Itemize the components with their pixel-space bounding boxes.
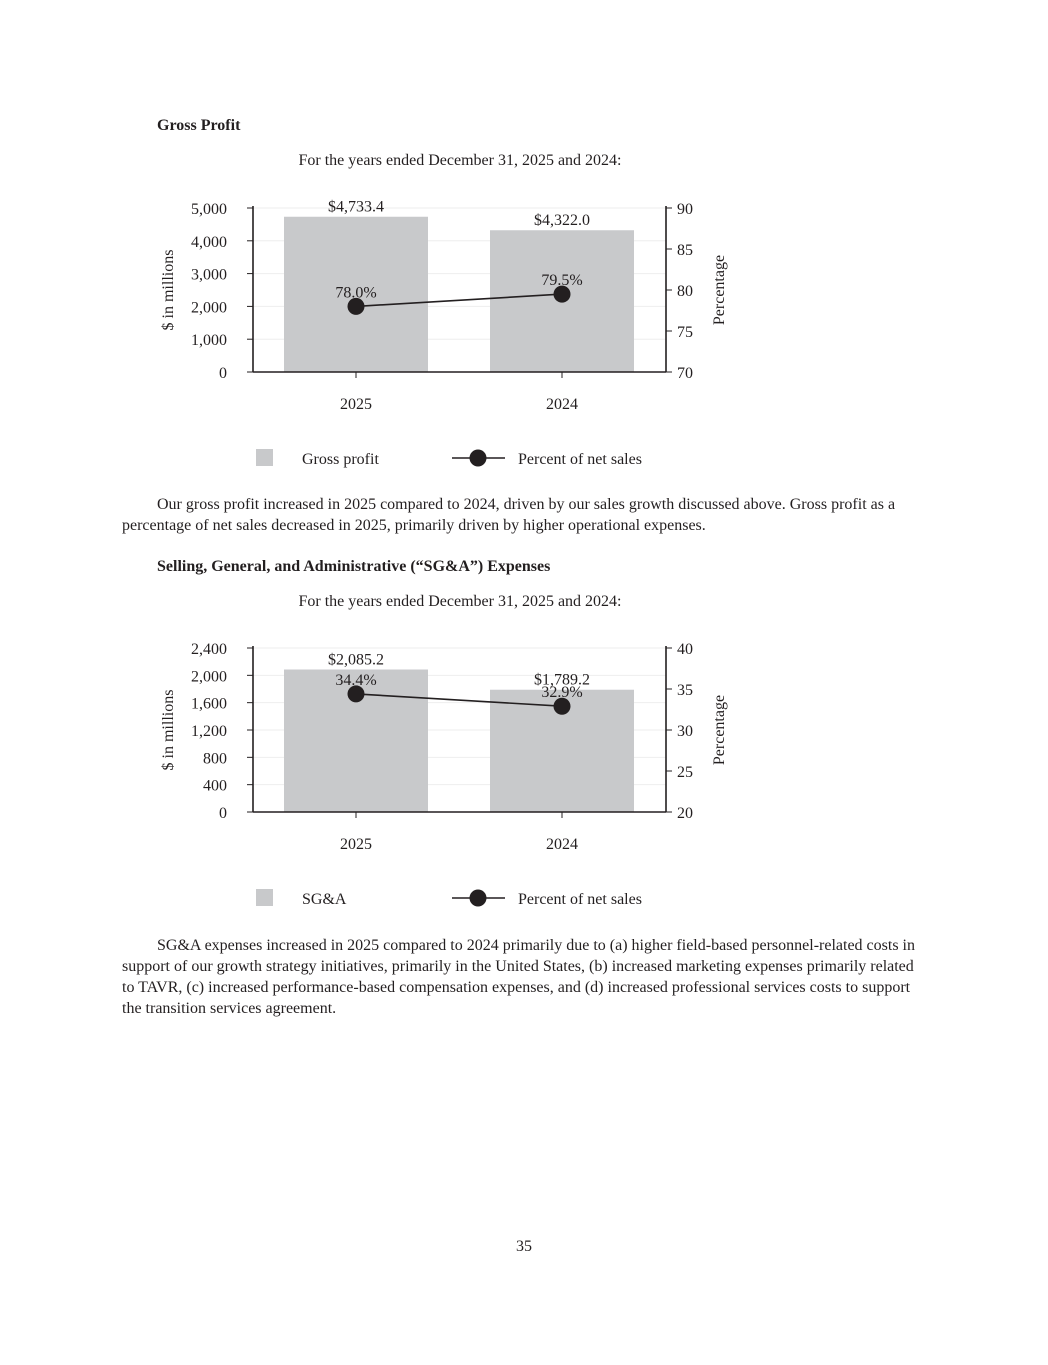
percent-label-2024: 79.5% bbox=[541, 272, 583, 290]
y-tick-label-right: 20 bbox=[677, 805, 693, 822]
legend-bar-swatch bbox=[256, 889, 273, 906]
x-tick-label-2025: 2025 bbox=[340, 836, 372, 853]
bar-value-label-2025: $4,733.4 bbox=[328, 198, 384, 216]
chart-title-sga: For the years ended December 31, 2025 and 2024: bbox=[298, 593, 622, 610]
percent-label-2025: 78.0% bbox=[335, 284, 377, 302]
legend-line-marker bbox=[470, 450, 487, 467]
y-tick-label-right: 25 bbox=[677, 764, 693, 781]
sga-paragraph: SG&A expenses increased in 2025 compared to 2024 primarily due to (a) higher field-based personnel-related costs in support of our growth strategy initiatives, primarily in the United States, (b) increased marketing expenses primarily related to TAVR, (c) increased performance-based compensation expenses, and (d) increased professional services costs to support the transition services agreement. bbox=[122, 937, 915, 1017]
chart-title-gross-profit: For the years ended December 31, 2025 and 2024: bbox=[298, 152, 622, 169]
y-tick-label-right: 70 bbox=[677, 365, 693, 382]
gross-profit-paragraph: Our gross profit increased in 2025 compared to 2024, driven by our sales growth discussed above. Gross profit as a percentage of net sales decreased in 2025, primarily driven by higher operational expenses. bbox=[122, 496, 896, 534]
section-heading-sga: Selling, General, and Administrative (“SG&A”) Expenses bbox=[157, 558, 551, 575]
y-tick-label-left: 1,200 bbox=[191, 723, 227, 740]
section-heading-gross-profit: Gross Profit bbox=[157, 117, 241, 134]
y-tick-label-right: 35 bbox=[677, 682, 693, 699]
sga-chart bbox=[0, 630, 1048, 920]
bar-value-label-2024: $1,789.2 bbox=[534, 671, 590, 689]
legend-line-label: Percent of net sales bbox=[518, 451, 642, 468]
y-tick-label-left: 4,000 bbox=[191, 233, 227, 251]
y-axis-title-left: $ in millions bbox=[160, 249, 177, 331]
legend-bar-label: Gross profit bbox=[302, 451, 379, 468]
y-tick-label-left: 800 bbox=[203, 750, 227, 768]
y-tick-label-left: 400 bbox=[203, 777, 227, 795]
legend-bar-label: SG&A bbox=[302, 891, 347, 908]
y-tick-label-left: 2,400 bbox=[191, 641, 227, 658]
percent-label-2024: 32.9% bbox=[541, 684, 583, 702]
y-tick-label-left: 0 bbox=[219, 805, 227, 822]
legend-line-marker bbox=[470, 890, 487, 907]
y-tick-label-left: 3,000 bbox=[191, 266, 227, 284]
page-number: 35 bbox=[516, 1238, 532, 1255]
x-tick-label-2025: 2025 bbox=[340, 396, 372, 413]
y-tick-label-left: 5,000 bbox=[191, 201, 227, 218]
y-tick-label-right: 40 bbox=[677, 641, 693, 658]
y-tick-label-right: 85 bbox=[677, 242, 693, 259]
legend-line-label: Percent of net sales bbox=[518, 891, 642, 908]
bar-value-label-2025: $2,085.2 bbox=[328, 651, 384, 669]
x-tick-label-2024: 2024 bbox=[546, 836, 578, 853]
y-tick-label-right: 30 bbox=[677, 723, 693, 740]
y-tick-label-right: 75 bbox=[677, 324, 693, 341]
y-tick-label-right: 90 bbox=[677, 201, 693, 218]
bar-value-label-2024: $4,322.0 bbox=[534, 212, 590, 230]
y-axis-title-right: Percentage bbox=[711, 254, 728, 326]
percent-label-2025: 34.4% bbox=[335, 671, 377, 689]
y-tick-label-left: 2,000 bbox=[191, 668, 227, 686]
y-axis-title-right: Percentage bbox=[711, 694, 728, 766]
y-tick-label-left: 1,000 bbox=[191, 332, 227, 350]
y-axis-title-left: $ in millions bbox=[160, 689, 177, 771]
x-tick-label-2024: 2024 bbox=[546, 396, 578, 413]
y-tick-label-left: 1,600 bbox=[191, 695, 227, 713]
y-tick-label-right: 80 bbox=[677, 283, 693, 300]
y-tick-label-left: 0 bbox=[219, 365, 227, 382]
gross-profit-chart bbox=[0, 190, 1048, 480]
y-tick-label-left: 2,000 bbox=[191, 299, 227, 317]
legend-bar-swatch bbox=[256, 449, 273, 466]
